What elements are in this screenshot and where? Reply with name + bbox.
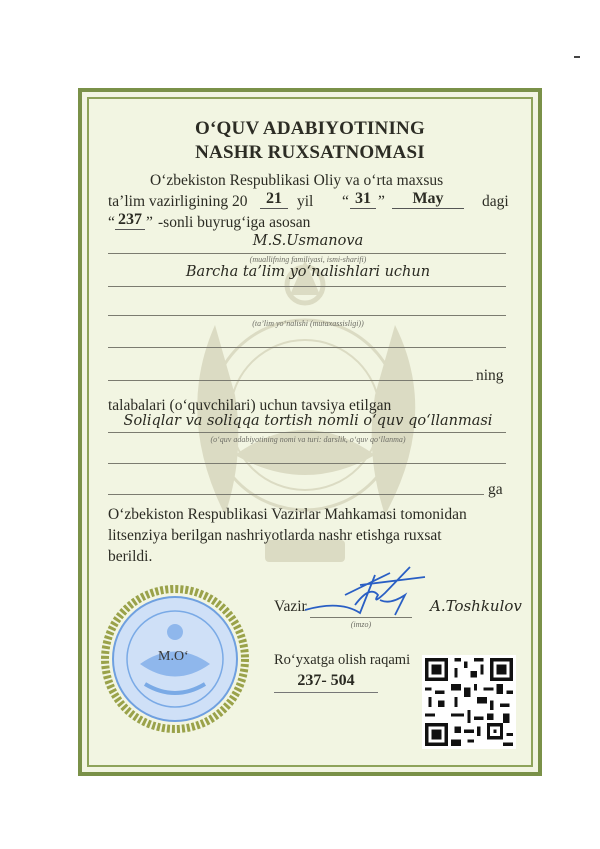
ning-label: ning [476,367,504,384]
seal-label: M.O‘ [158,649,189,664]
scan-mark [574,56,580,58]
book-title: Soliqlar va soliqqa tortish nomli o‘quv qo‘llanmasi [123,413,493,429]
signer-name: A.Toshkulov [430,597,522,615]
order-close-quote: ” [146,214,153,231]
closing-line-2: litsenziya berilgan nashriyotlarda nashr etishga ruxsat [108,527,442,544]
closing-line-1: O‘zbekiston Respublikasi Vazirlar Mahkamasi tomonidan [108,506,467,523]
specialty-text: Barcha ta’lim yo‘nalishlari uchun [185,264,431,280]
signature-caption: (imzo) [350,620,372,629]
qr-code-icon[interactable] [422,655,516,749]
day-close-quote: ” [378,193,385,210]
title-line-2: NASHR RUXSATNOMASI [195,142,425,163]
order-open-quote: “ [108,214,115,231]
registration-label: Ro‘yxatga olish raqami [274,652,411,668]
book-line-1 [108,432,506,433]
closing-line-3: berildi. [108,548,153,565]
month-field: May [392,190,464,209]
yil-label: yil [297,193,314,210]
students-text: talabalari (o‘quvchilari) uchun tavsiya etilgan [108,397,392,414]
author-caption: (muallifning familiyasi, ismi-sharifi) [249,255,367,264]
title-line-1: O‘QUV ADABIYOTINING [195,118,425,139]
specialty-line-3 [108,347,506,348]
specialty-caption: (ta’lim yo‘nalishi (mutaxassisligi)) [252,319,364,328]
registration-number: 237- 504 [274,672,378,693]
signer-role: Vazir [274,598,307,615]
year-field: 21 [260,190,288,209]
specialty-line-1 [108,286,506,287]
author-name: M.S.Usmanova [252,233,364,249]
book-line-2 [108,463,506,464]
ga-label: ga [488,481,503,498]
ning-line [108,380,473,381]
specialty-line-2 [108,315,506,316]
ga-line [108,494,484,495]
intro-line-1: O‘zbekiston Respublikasi Oliy va o‘rta maxsus [150,172,444,189]
author-line [108,253,506,254]
signature-icon [300,565,430,625]
book-caption: (o‘quv adabiyotining nomi va turi: darslik, o‘quv qo‘llanma) [210,435,406,444]
order-number-field: 237 [115,211,145,230]
dagi-label: dagi [482,193,509,210]
day-open-quote: “ [342,193,349,210]
day-field: 31 [350,190,376,209]
order-suffix: -sonli buyrug‘iga asosan [158,214,311,231]
intro-line-2-prefix: ta’lim vazirligining 20 [108,193,248,210]
